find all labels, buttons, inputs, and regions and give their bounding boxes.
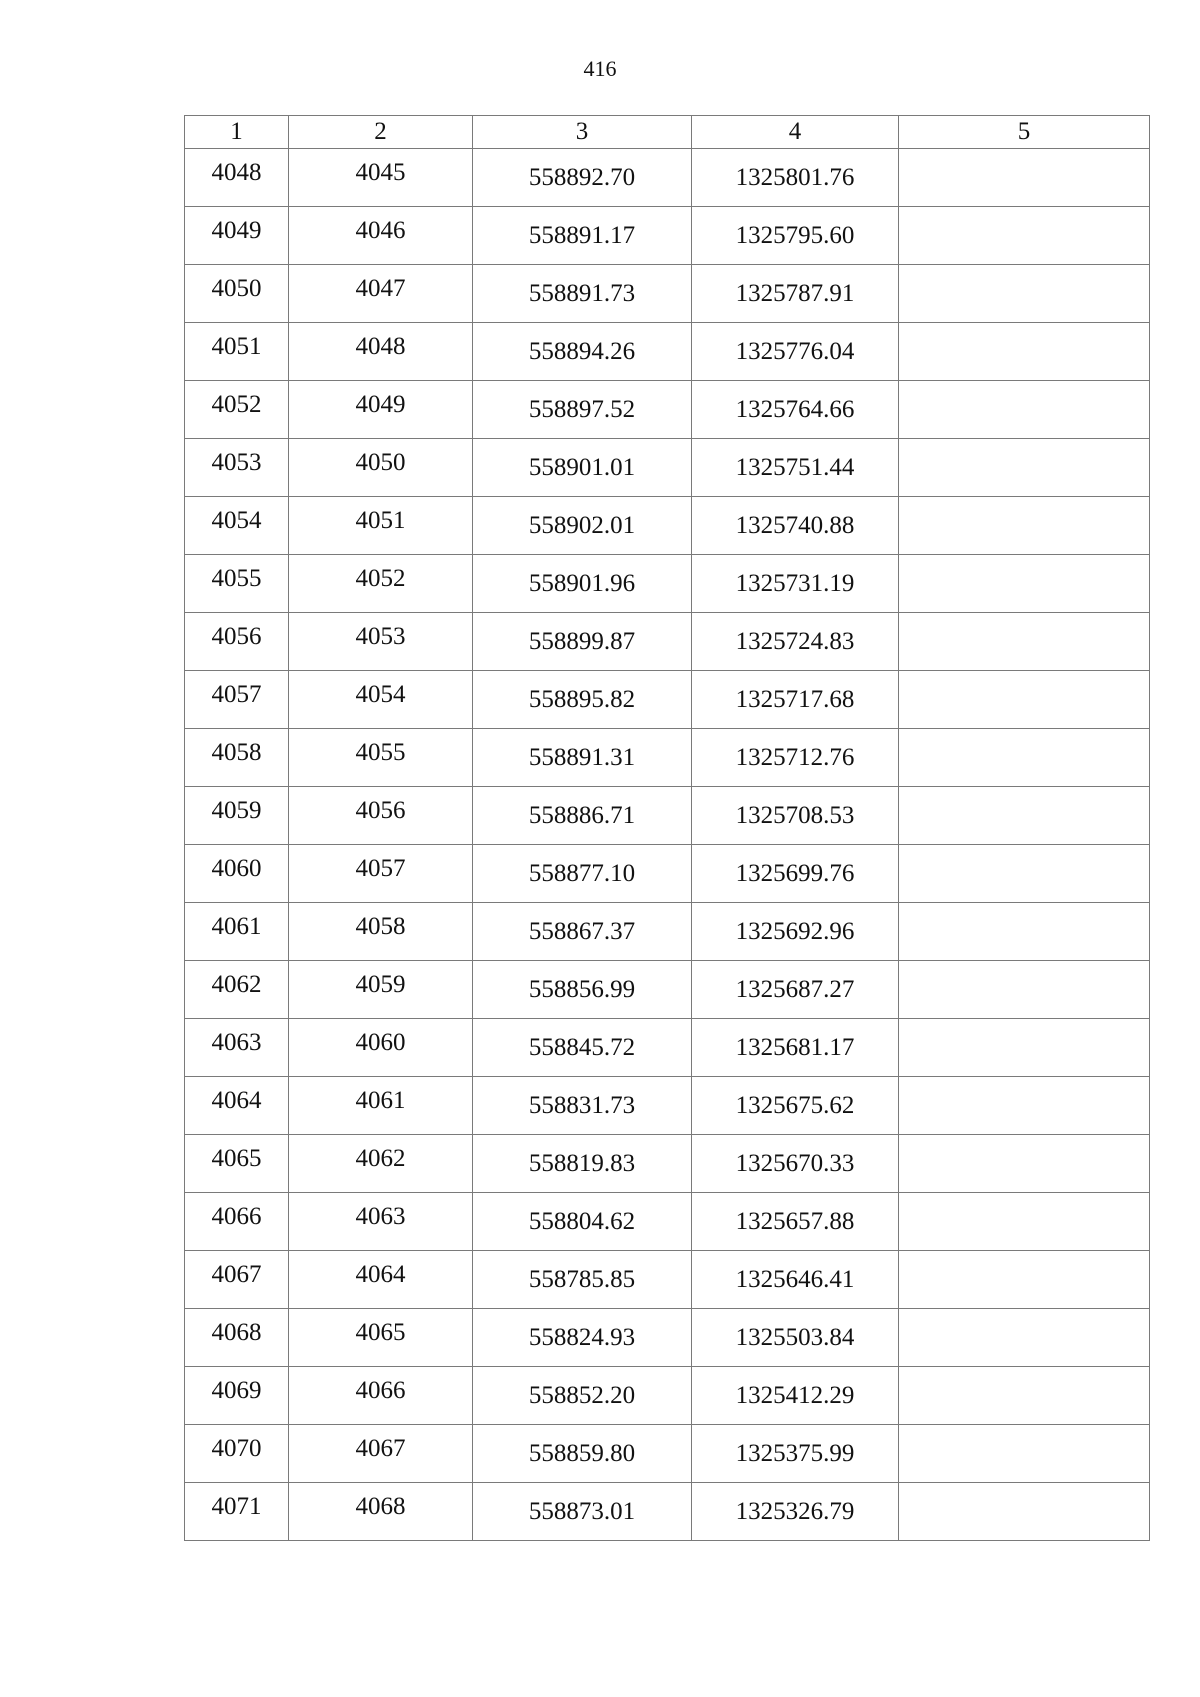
- column-header-5: 5: [899, 116, 1150, 149]
- cell-x-coordinate: 558859.80: [473, 1425, 692, 1483]
- cell-y-coordinate: 1325751.44: [692, 439, 899, 497]
- cell-prev-point-number: 4051: [289, 497, 473, 555]
- cell-point-number: 4055: [185, 555, 289, 613]
- cell-note: [899, 207, 1150, 265]
- cell-y-coordinate: 1325657.88: [692, 1193, 899, 1251]
- cell-note: [899, 149, 1150, 207]
- table-row: [185, 1077, 1150, 1135]
- cell-y-coordinate: 1325708.53: [692, 787, 899, 845]
- cell-note: [899, 1019, 1150, 1077]
- cell-point-number: 4071: [185, 1483, 289, 1541]
- cell-prev-point-number: 4064: [289, 1251, 473, 1309]
- cell-x-coordinate: 558877.10: [473, 845, 692, 903]
- table-row: [185, 903, 1150, 961]
- cell-point-number: 4070: [185, 1425, 289, 1483]
- column-header-4: 4: [692, 116, 899, 149]
- table-row: [185, 265, 1150, 323]
- cell-note: [899, 671, 1150, 729]
- cell-note: [899, 1193, 1150, 1251]
- table-row: [185, 555, 1150, 613]
- cell-note: [899, 729, 1150, 787]
- table-row: [185, 671, 1150, 729]
- cell-x-coordinate: 558901.96: [473, 555, 692, 613]
- cell-prev-point-number: 4054: [289, 671, 473, 729]
- cell-prev-point-number: 4049: [289, 381, 473, 439]
- cell-prev-point-number: 4059: [289, 961, 473, 1019]
- cell-y-coordinate: 1325675.62: [692, 1077, 899, 1135]
- table-row: [185, 149, 1150, 207]
- cell-note: [899, 613, 1150, 671]
- cell-y-coordinate: 1325692.96: [692, 903, 899, 961]
- coordinates-table: [184, 115, 1150, 1541]
- cell-prev-point-number: 4068: [289, 1483, 473, 1541]
- table-row: [185, 845, 1150, 903]
- cell-prev-point-number: 4063: [289, 1193, 473, 1251]
- cell-y-coordinate: 1325731.19: [692, 555, 899, 613]
- cell-prev-point-number: 4060: [289, 1019, 473, 1077]
- cell-prev-point-number: 4053: [289, 613, 473, 671]
- cell-prev-point-number: 4056: [289, 787, 473, 845]
- cell-y-coordinate: 1325787.91: [692, 265, 899, 323]
- cell-point-number: 4050: [185, 265, 289, 323]
- cell-note: [899, 1135, 1150, 1193]
- cell-note: [899, 787, 1150, 845]
- cell-point-number: 4054: [185, 497, 289, 555]
- table-row: [185, 439, 1150, 497]
- cell-note: [899, 903, 1150, 961]
- cell-x-coordinate: 558892.70: [473, 149, 692, 207]
- cell-y-coordinate: 1325670.33: [692, 1135, 899, 1193]
- cell-note: [899, 381, 1150, 439]
- cell-note: [899, 497, 1150, 555]
- cell-x-coordinate: 558902.01: [473, 497, 692, 555]
- table-row: [185, 1019, 1150, 1077]
- table-row: [185, 1309, 1150, 1367]
- table-row: [185, 729, 1150, 787]
- cell-point-number: 4065: [185, 1135, 289, 1193]
- cell-y-coordinate: 1325326.79: [692, 1483, 899, 1541]
- cell-note: [899, 265, 1150, 323]
- cell-prev-point-number: 4061: [289, 1077, 473, 1135]
- table-row: [185, 1367, 1150, 1425]
- cell-x-coordinate: 558894.26: [473, 323, 692, 381]
- cell-y-coordinate: 1325764.66: [692, 381, 899, 439]
- cell-note: [899, 961, 1150, 1019]
- page-number: 416: [583, 56, 617, 81]
- cell-x-coordinate: 558867.37: [473, 903, 692, 961]
- cell-prev-point-number: 4067: [289, 1425, 473, 1483]
- table-header: [185, 116, 1150, 149]
- cell-note: [899, 1251, 1150, 1309]
- table-row: [185, 1193, 1150, 1251]
- cell-x-coordinate: 558895.82: [473, 671, 692, 729]
- table-row: [185, 207, 1150, 265]
- table-row: [185, 381, 1150, 439]
- cell-note: [899, 439, 1150, 497]
- table-row: [185, 961, 1150, 1019]
- cell-y-coordinate: 1325801.76: [692, 149, 899, 207]
- cell-prev-point-number: 4052: [289, 555, 473, 613]
- cell-x-coordinate: 558819.83: [473, 1135, 692, 1193]
- cell-x-coordinate: 558831.73: [473, 1077, 692, 1135]
- cell-y-coordinate: 1325503.84: [692, 1309, 899, 1367]
- cell-x-coordinate: 558891.73: [473, 265, 692, 323]
- cell-prev-point-number: 4062: [289, 1135, 473, 1193]
- cell-point-number: 4069: [185, 1367, 289, 1425]
- cell-y-coordinate: 1325795.60: [692, 207, 899, 265]
- cell-x-coordinate: 558856.99: [473, 961, 692, 1019]
- cell-x-coordinate: 558804.62: [473, 1193, 692, 1251]
- table-row: [185, 1251, 1150, 1309]
- cell-note: [899, 1425, 1150, 1483]
- table-body: [185, 149, 1150, 1541]
- cell-x-coordinate: 558891.17: [473, 207, 692, 265]
- cell-prev-point-number: 4048: [289, 323, 473, 381]
- cell-point-number: 4059: [185, 787, 289, 845]
- cell-x-coordinate: 558897.52: [473, 381, 692, 439]
- table-row: [185, 1425, 1150, 1483]
- cell-prev-point-number: 4057: [289, 845, 473, 903]
- cell-prev-point-number: 4046: [289, 207, 473, 265]
- cell-note: [899, 555, 1150, 613]
- table-row: [185, 323, 1150, 381]
- cell-prev-point-number: 4065: [289, 1309, 473, 1367]
- cell-point-number: 4062: [185, 961, 289, 1019]
- cell-prev-point-number: 4066: [289, 1367, 473, 1425]
- cell-note: [899, 1483, 1150, 1541]
- cell-x-coordinate: 558873.01: [473, 1483, 692, 1541]
- cell-point-number: 4057: [185, 671, 289, 729]
- cell-point-number: 4060: [185, 845, 289, 903]
- cell-point-number: 4051: [185, 323, 289, 381]
- cell-point-number: 4049: [185, 207, 289, 265]
- cell-x-coordinate: 558785.85: [473, 1251, 692, 1309]
- cell-y-coordinate: 1325712.76: [692, 729, 899, 787]
- table-row: [185, 1135, 1150, 1193]
- cell-y-coordinate: 1325776.04: [692, 323, 899, 381]
- cell-prev-point-number: 4045: [289, 149, 473, 207]
- cell-point-number: 4058: [185, 729, 289, 787]
- cell-y-coordinate: 1325724.83: [692, 613, 899, 671]
- cell-point-number: 4063: [185, 1019, 289, 1077]
- cell-note: [899, 845, 1150, 903]
- table-row: [185, 497, 1150, 555]
- cell-note: [899, 323, 1150, 381]
- cell-point-number: 4056: [185, 613, 289, 671]
- cell-x-coordinate: 558901.01: [473, 439, 692, 497]
- cell-y-coordinate: 1325375.99: [692, 1425, 899, 1483]
- cell-point-number: 4064: [185, 1077, 289, 1135]
- cell-x-coordinate: 558852.20: [473, 1367, 692, 1425]
- cell-point-number: 4066: [185, 1193, 289, 1251]
- column-header-1: 1: [185, 116, 289, 149]
- cell-point-number: 4061: [185, 903, 289, 961]
- table-row: [185, 613, 1150, 671]
- cell-y-coordinate: 1325681.17: [692, 1019, 899, 1077]
- cell-x-coordinate: 558824.93: [473, 1309, 692, 1367]
- column-header-3: 3: [473, 116, 692, 149]
- cell-y-coordinate: 1325687.27: [692, 961, 899, 1019]
- cell-point-number: 4052: [185, 381, 289, 439]
- cell-x-coordinate: 558899.87: [473, 613, 692, 671]
- column-header-2: 2: [289, 116, 473, 149]
- cell-y-coordinate: 1325699.76: [692, 845, 899, 903]
- cell-point-number: 4053: [185, 439, 289, 497]
- cell-note: [899, 1367, 1150, 1425]
- cell-prev-point-number: 4058: [289, 903, 473, 961]
- cell-x-coordinate: 558845.72: [473, 1019, 692, 1077]
- cell-point-number: 4068: [185, 1309, 289, 1367]
- cell-y-coordinate: 1325646.41: [692, 1251, 899, 1309]
- cell-point-number: 4067: [185, 1251, 289, 1309]
- cell-note: [899, 1077, 1150, 1135]
- table-row: [185, 1483, 1150, 1541]
- cell-y-coordinate: 1325740.88: [692, 497, 899, 555]
- cell-prev-point-number: 4047: [289, 265, 473, 323]
- cell-y-coordinate: 1325412.29: [692, 1367, 899, 1425]
- cell-prev-point-number: 4055: [289, 729, 473, 787]
- cell-x-coordinate: 558891.31: [473, 729, 692, 787]
- cell-x-coordinate: 558886.71: [473, 787, 692, 845]
- cell-y-coordinate: 1325717.68: [692, 671, 899, 729]
- cell-prev-point-number: 4050: [289, 439, 473, 497]
- cell-note: [899, 1309, 1150, 1367]
- table-row: [185, 787, 1150, 845]
- cell-point-number: 4048: [185, 149, 289, 207]
- header-row: [185, 116, 1150, 149]
